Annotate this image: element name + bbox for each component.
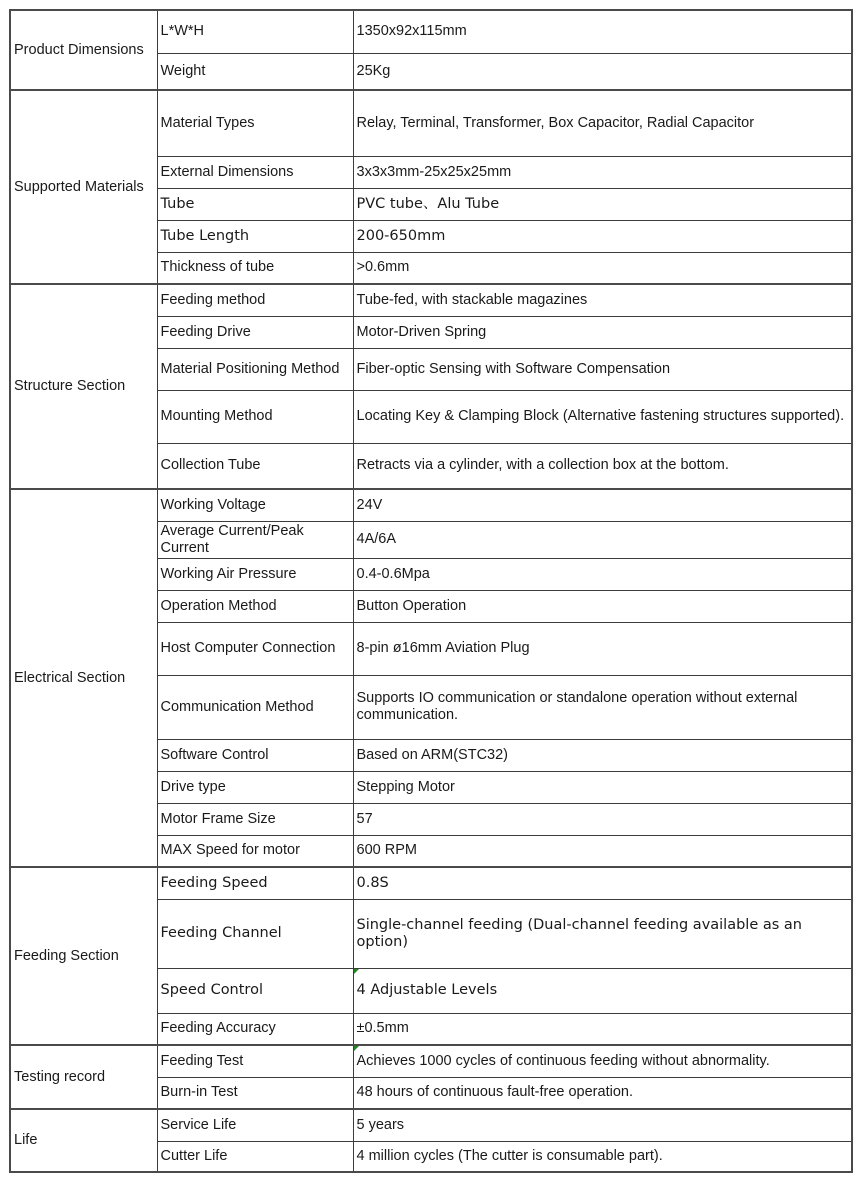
parameter-cell: Feeding Drive: [157, 316, 353, 348]
parameter-cell: Collection Tube: [157, 443, 353, 489]
section-name-cell: Life: [10, 1109, 157, 1172]
parameter-cell: Drive type: [157, 771, 353, 803]
value-cell: 25Kg: [353, 53, 852, 90]
value-cell: 48 hours of continuous fault-free operation.: [353, 1077, 852, 1109]
parameter-cell: MAX Speed for motor: [157, 835, 353, 867]
parameter-cell: Service Life: [157, 1109, 353, 1141]
section-name-cell: Product Dimensions: [10, 10, 157, 90]
parameter-cell: Mounting Method: [157, 390, 353, 443]
value-cell: Single-channel feeding (Dual-channel feeding available as an option): [353, 899, 852, 968]
parameter-cell: Working Voltage: [157, 489, 353, 521]
parameter-cell: Motor Frame Size: [157, 803, 353, 835]
spec-row: [10, 1045, 852, 1077]
parameter-cell: Burn-in Test: [157, 1077, 353, 1109]
value-cell: Relay, Terminal, Transformer, Box Capacitor, Radial Capacitor: [353, 90, 852, 156]
section-name-cell: Supported Materials: [10, 90, 157, 284]
section-name-cell: Electrical Section: [10, 489, 157, 867]
parameter-cell: Speed Control: [157, 968, 353, 1013]
value-cell: 0.4-0.6Mpa: [353, 558, 852, 590]
parameter-cell: Host Computer Connection: [157, 622, 353, 675]
value-cell: 3x3x3mm-25x25x25mm: [353, 156, 852, 188]
specification-table: [9, 9, 853, 1173]
value-cell: >0.6mm: [353, 252, 852, 284]
parameter-cell: Feeding Test: [157, 1045, 353, 1077]
value-cell: 4A/6A: [353, 521, 852, 558]
spec-row: [10, 10, 852, 53]
parameter-cell: Weight: [157, 53, 353, 90]
parameter-cell: Feeding method: [157, 284, 353, 316]
value-cell: Motor-Driven Spring: [353, 316, 852, 348]
value-cell: 8-pin ø16mm Aviation Plug: [353, 622, 852, 675]
value-cell: 24V: [353, 489, 852, 521]
value-cell: 4 million cycles (The cutter is consumable part).: [353, 1141, 852, 1172]
value-cell: 0.8S: [353, 867, 852, 899]
value-cell: 57: [353, 803, 852, 835]
parameter-cell: Feeding Speed: [157, 867, 353, 899]
parameter-cell: Feeding Channel: [157, 899, 353, 968]
value-cell: Fiber-optic Sensing with Software Compensation: [353, 348, 852, 390]
value-cell: Stepping Motor: [353, 771, 852, 803]
parameter-cell: Thickness of tube: [157, 252, 353, 284]
parameter-cell: Software Control: [157, 739, 353, 771]
value-cell: Achieves 1000 cycles of continuous feeding without abnormality.: [353, 1045, 852, 1077]
value-cell: ±0.5mm: [353, 1013, 852, 1045]
specification-table-body: [10, 10, 852, 1172]
value-cell: Tube-fed, with stackable magazines: [353, 284, 852, 316]
value-cell: 600 RPM: [353, 835, 852, 867]
section-name-cell: Feeding Section: [10, 867, 157, 1045]
spec-row: [10, 284, 852, 316]
spec-row: [10, 1109, 852, 1141]
parameter-cell: Feeding Accuracy: [157, 1013, 353, 1045]
parameter-cell: Communication Method: [157, 675, 353, 739]
value-cell: 4 Adjustable Levels: [353, 968, 852, 1013]
value-cell: 200-650mm: [353, 220, 852, 252]
spec-row: [10, 489, 852, 521]
value-cell: Supports IO communication or standalone operation without external communication.: [353, 675, 852, 739]
value-cell: 5 years: [353, 1109, 852, 1141]
section-name-cell: Testing record: [10, 1045, 157, 1109]
value-cell: Button Operation: [353, 590, 852, 622]
parameter-cell: Tube Length: [157, 220, 353, 252]
parameter-cell: Working Air Pressure: [157, 558, 353, 590]
parameter-cell: L*W*H: [157, 10, 353, 53]
parameter-cell: External Dimensions: [157, 156, 353, 188]
parameter-cell: Material Types: [157, 90, 353, 156]
section-name-cell: Structure Section: [10, 284, 157, 489]
value-cell: Retracts via a cylinder, with a collection box at the bottom.: [353, 443, 852, 489]
parameter-cell: Material Positioning Method: [157, 348, 353, 390]
parameter-cell: Cutter Life: [157, 1141, 353, 1172]
value-cell: PVC tube、Alu Tube: [353, 188, 852, 220]
parameter-cell: Operation Method: [157, 590, 353, 622]
spec-row: [10, 90, 852, 156]
value-cell: 1350x92x115mm: [353, 10, 852, 53]
parameter-cell: Tube: [157, 188, 353, 220]
parameter-cell: Average Current/Peak Current: [157, 521, 353, 558]
value-cell: Locating Key & Clamping Block (Alternative fastening structures supported).: [353, 390, 852, 443]
spec-row: [10, 867, 852, 899]
value-cell: Based on ARM(STC32): [353, 739, 852, 771]
